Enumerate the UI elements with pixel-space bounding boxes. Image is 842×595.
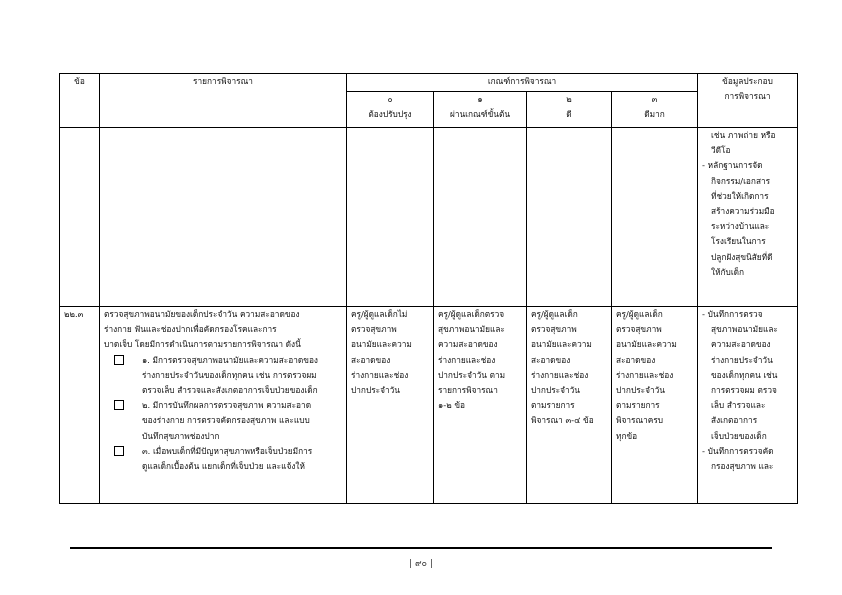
page-number: | ๙๐ | xyxy=(409,559,433,569)
level-1-criteria: ครู/ผู้ดูแลเด็กตรวจ สุขภาพอนามัยและ ความสะอาดของ ร่างกายและช่อง ปากประจำวัน ตาม รายการพิจารณา ๑-๒ ข้อ xyxy=(434,307,527,504)
continued-notes: เช่น ภาพถ่าย หรือ วีดีโอ - หลักฐานการจัด กิจกรรม/เอกสาร ที่ช่วยให้เกิดการ สร้างความร่วมมือ ระหว่างบ้านและ โรงเรียนในการ ปลูกฝังสุขนิสัยที่ดี ให้กับเด็ก xyxy=(698,128,798,307)
checklist-item-2: ๒. มีการบันทึกผลการตรวจสุขภาพ ความสะอาด xyxy=(104,398,342,413)
header-level-0: ๐ ต้องปรับปรุง xyxy=(347,92,434,128)
header-level-2: ๒ ดี xyxy=(527,92,612,128)
checkbox[interactable] xyxy=(114,355,124,365)
note-line: ร่างกายประจำวัน xyxy=(711,354,773,365)
item-row xyxy=(60,307,798,504)
note-line: - บันทึกการตรวจคัด xyxy=(702,445,774,456)
header-criteria: เกณฑ์การพิจารณา xyxy=(347,74,698,92)
header-level-3: ๓ ดีมาก xyxy=(612,92,698,128)
header-item: รายการพิจารณา xyxy=(100,74,347,128)
note-line: การตรวจผม ตรวจ xyxy=(711,385,777,396)
checklist-item-1: ๑. มีการตรวจสุขภาพอนามัยและความสะอาดของ xyxy=(104,353,342,368)
header-no: ข้อ xyxy=(60,74,100,128)
note-line: สุขภาพอนามัยและ xyxy=(711,324,778,335)
item-description: ตรวจสุขภาพอนามัยของเด็กประจำวัน ความสะอาดของ ร่างกาย ฟันและช่องปากเพื่อคัดกรองโรคและการ บาดเจ็บ โดยมีการดำเนินการตามรายการพิจารณา ดังนี้ ๑. มีการตรวจสุขภาพอนามัยและความสะอาดของ ร่างกายประจำวันของเด็กทุกคน เช่น การตรวจผม ตรวจเล็บ สำรวจและสังเกตอาการเจ็บป่วยของเด็ก ๒. มีการบันทึกผลการตรวจสุขภาพ ความสะอาด ของร่างกาย การตรวจคัดกรองสุขภาพ และแบบ บันทึกสุขภาพช่องปาก ๓. เมื่อพบเด็กที่มีปัญหาสุขภาพหรือเจ็บป่วยมีการ ดูแลเด็กเบื้องต้น แยกเด็กที่เจ็บป่วย และแจ้งให้ xyxy=(100,307,347,504)
level-0-criteria: ครู/ผู้ดูแลเด็กไม่ ตรวจสุขภาพ อนามัยและความ สะอาดของ ร่างกายและช่อง ปากประจำวัน xyxy=(347,307,434,504)
item-notes xyxy=(698,307,798,504)
footer-rule xyxy=(70,547,772,549)
continued-row xyxy=(60,128,798,307)
note-line: กรองสุขภาพ และ xyxy=(711,461,774,472)
header-info: ข้อมูลประกอบ การพิจารณา xyxy=(698,74,798,128)
checklist-item-3: ๓. เมื่อพบเด็กที่มีปัญหาสุขภาพหรือเจ็บป่วยมีการ xyxy=(104,444,342,459)
level-2-criteria: ครู/ผู้ดูแลเด็ก ตรวจสุขภาพ อนามัยและความ สะอาดของ ร่างกายและช่อง ปากประจำวัน ตามรายการ พิจารณา ๓-๔ ข้อ xyxy=(527,307,612,504)
assessment-table xyxy=(59,73,798,504)
item-number: ๒๒.๓ xyxy=(60,307,100,504)
note-line: เล็บ สำรวจและ xyxy=(711,400,766,411)
note-line: - บันทึกการตรวจ xyxy=(702,309,763,319)
note-line: สังเกตอาการ xyxy=(711,415,758,426)
checkbox[interactable] xyxy=(114,446,124,456)
header-level-1: ๑ ผ่านเกณฑ์ขั้นต้น xyxy=(434,92,527,128)
note-line: ความสะอาดของ xyxy=(711,339,771,350)
checkbox[interactable] xyxy=(114,400,124,410)
note-line: ของเด็กทุกคน เช่น xyxy=(711,369,778,380)
note-line: เจ็บป่วยของเด็ก xyxy=(711,430,767,441)
level-3-criteria: ครู/ผู้ดูแลเด็ก ตรวจสุขภาพ อนามัยและความ สะอาดของ ร่างกายและช่อง ปากประจำวัน ตามรายการ พิจารณาครบ ทุกข้อ xyxy=(612,307,698,504)
